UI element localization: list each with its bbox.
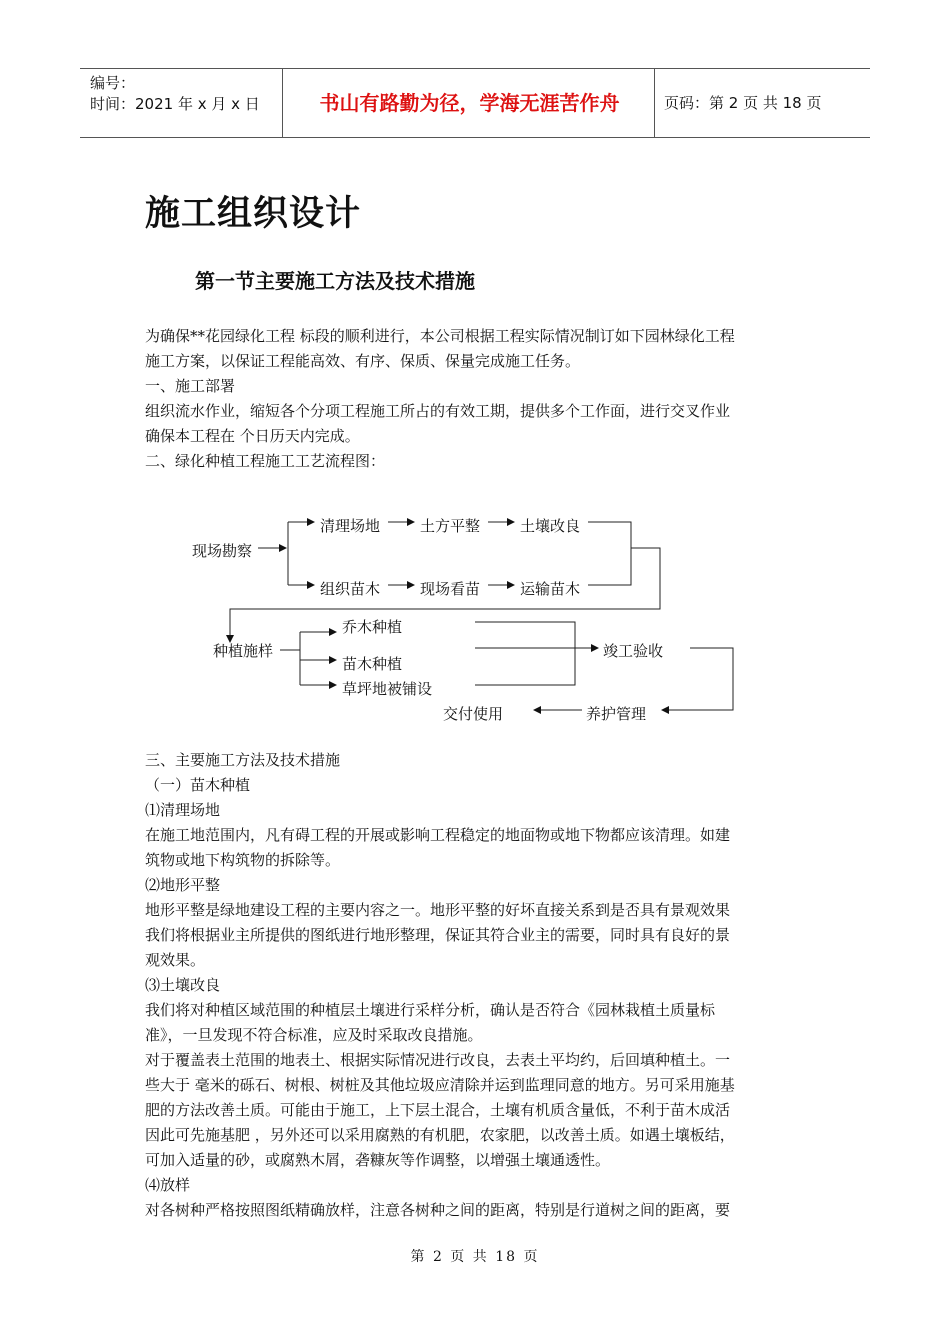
node-layout: 种植施样 xyxy=(213,642,274,660)
paragraph-line: 对于覆盖表土范围的地表土、根据实际情况进行改良，去表土平均约，后回填种植土。一 xyxy=(145,1051,731,1069)
node-earth-level: 土方平整 xyxy=(420,517,481,535)
page-footer: 第 2 页 共 18 页 xyxy=(410,1249,540,1265)
paragraph-line: 我们将对种植区域范围的种植层土壤进行采样分析，确认是否符合《园林栽植土质量标 xyxy=(145,1001,716,1019)
header-motto: 书山有路勤为径，学海无涯苦作舟 xyxy=(319,91,620,115)
node-survey: 现场勘察 xyxy=(192,542,253,560)
intro-text xyxy=(145,324,810,474)
number-label: 编号： xyxy=(90,74,136,92)
node-handover: 交付使用 xyxy=(443,705,504,723)
heading-deployment: 一、施工部署 xyxy=(145,377,236,395)
paragraph-line: 施工方案，以保证工程能高效、有序、保质、保量完成施工任务。 xyxy=(145,352,581,370)
paragraph-line: 肥的方法改善土质。可能由于施工，上下层土混合，土壤有机质含量低，不利于苗木成活 xyxy=(145,1101,731,1119)
header-divider xyxy=(654,69,655,137)
methods-text xyxy=(145,748,810,1223)
paragraph-line: 为确保**花园绿化工程 标段的顺利进行，本公司根据工程实际情况制订如下园林绿化工程 xyxy=(145,327,735,345)
node-organize: 组织苗木 xyxy=(320,580,381,598)
node-acceptance: 竣工验收 xyxy=(603,642,664,660)
page-header xyxy=(80,68,870,138)
paragraph-line: 准》，一旦发现不符合标准，应及时采取改良措施。 xyxy=(145,1026,483,1044)
document-title: 施工组织设计 xyxy=(145,194,362,234)
item-heading: ⑵地形平整 xyxy=(145,876,221,894)
heading-flowchart: 二、绿化种植工程施工工艺流程图： xyxy=(145,452,386,470)
node-seedling-plant: 苗木种植 xyxy=(342,655,403,673)
paragraph-line: 观效果。 xyxy=(145,951,206,969)
paragraph-line: 可加入适量的砂，或腐熟木屑，砻糠灰等作调整，以增强土壤通透性。 xyxy=(145,1151,611,1169)
paragraph-line: 筑物或地下构筑物的拆除等。 xyxy=(145,851,341,869)
item-heading: ⑴清理场地 xyxy=(145,801,221,819)
paragraph-line: 地形平整是绿地建设工程的主要内容之一。地形平整的好坏直接关系到是否具有景观效果 xyxy=(145,901,731,919)
node-clear-site: 清理场地 xyxy=(320,517,381,535)
heading-methods: 三、主要施工方法及技术措施 xyxy=(145,751,341,769)
subheading: （一）苗木种植 xyxy=(145,776,251,794)
item-heading: ⑷放样 xyxy=(145,1176,191,1194)
node-lawn: 草坪地被铺设 xyxy=(342,680,433,698)
node-maintain: 养护管理 xyxy=(586,705,647,723)
node-transport: 运输苗木 xyxy=(520,580,581,598)
item-heading: ⑶土壤改良 xyxy=(145,976,221,994)
section-title: 第一节主要施工方法及技术措施 xyxy=(195,269,475,293)
paragraph-line: 我们将根据业主所提供的图纸进行地形整理，保证其符合业主的需要，同时具有良好的景 xyxy=(145,926,731,944)
header-meta xyxy=(90,73,260,115)
paragraph-line: 因此可先施基肥 ，另外还可以采用腐熟的有机肥，农家肥，以改善土质。如遇土壤板结， xyxy=(145,1126,735,1144)
paragraph-line: 在施工地范围内，凡有碍工程的开展或影响工程稳定的地面物或地下物都应该清理。如建 xyxy=(145,826,731,844)
node-inspect: 现场看苗 xyxy=(420,580,481,598)
node-soil-improve: 土壤改良 xyxy=(520,517,581,535)
paragraph-line: 组织流水作业，缩短各个分项工程施工所占的有效工期，提供多个工作面，进行交叉作业 xyxy=(145,402,731,420)
time-label: 时间：2021 年 x 月 x 日 xyxy=(90,95,260,113)
process-flowchart xyxy=(0,500,950,740)
paragraph-line: 些大于 毫米的砾石、树根、树桩及其他垃圾应清除并运到监理同意的地方。另可采用施基 xyxy=(145,1076,735,1094)
paragraph-line: 确保本工程在 个日历天内完成。 xyxy=(145,427,360,445)
node-tree-plant: 乔木种植 xyxy=(342,618,403,636)
paragraph-line: 对各树种严格按照图纸精确放样，注意各树种之间的距离，特别是行道树之间的距离，要 xyxy=(145,1201,731,1219)
header-page-info: 页码：第 2 页 共 18 页 xyxy=(664,94,822,112)
